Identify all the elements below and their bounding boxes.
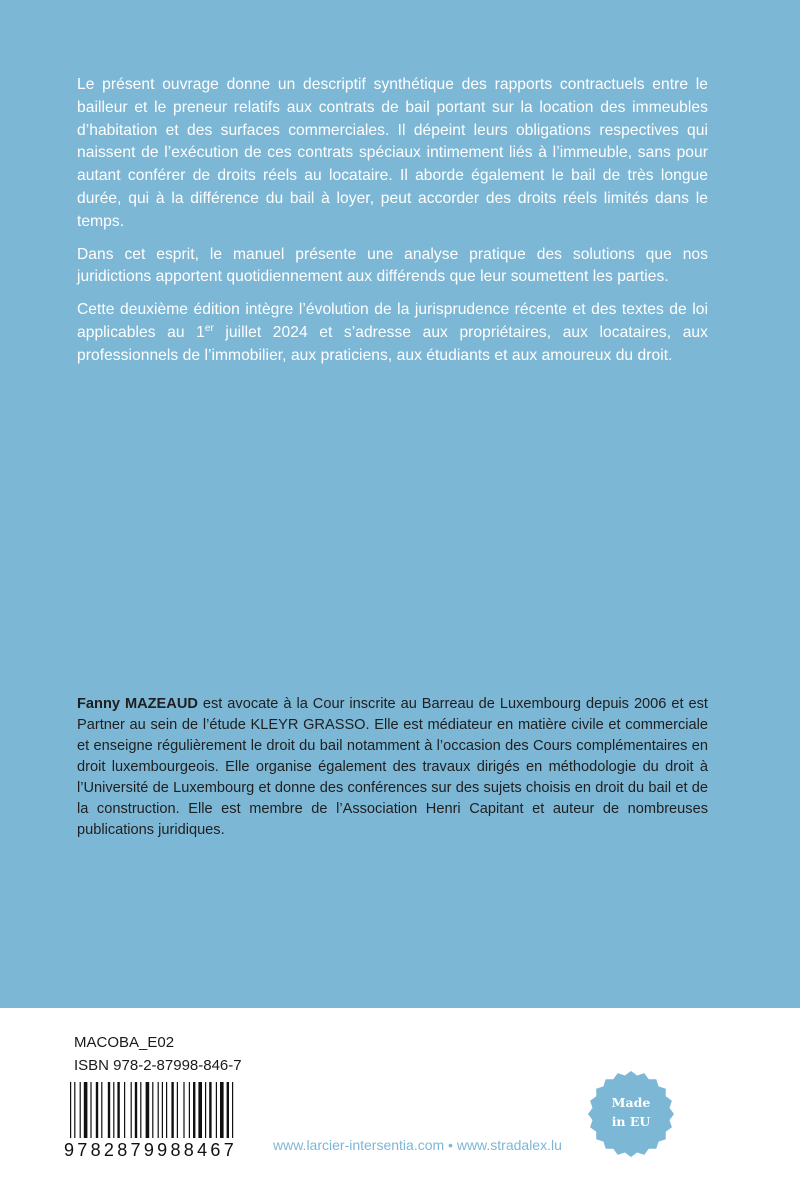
barcode-bar (96, 1082, 98, 1146)
barcode-bar (189, 1082, 190, 1146)
blurb-text (77, 74, 708, 378)
blurb-paragraph-3-start: Cette deuxième édition intègre l’évolution de la jurisprudence récente et des textes de loi applicables au 1 (77, 301, 708, 341)
made-in-eu-label (587, 1093, 675, 1131)
blurb-paragraph-3 (77, 299, 708, 367)
barcode-bar (220, 1082, 224, 1146)
blurb-paragraph-2: Dans cet esprit, le manuel présente une analyse pratique des solutions que nos juridictions apportent quotidiennement aux différends que leur soumettent les parties. (77, 245, 708, 286)
ordinal-superscript: er (204, 322, 214, 334)
barcode-bar (227, 1082, 229, 1146)
barcode-bar (146, 1082, 150, 1146)
barcode-bar (177, 1082, 178, 1146)
publisher-websites: www.larcier-intersentia.com • www.stradalex.lu (273, 1137, 562, 1153)
barcode-bar (80, 1082, 81, 1146)
barcode-bar (152, 1082, 153, 1146)
author-bio-text: est avocate à la Cour inscrite au Barreau de Luxembourg depuis 2006 et est Partner au sein de l’étude KLEYR GRASSO. Elle est médiateur en matière civile et commerciale et enseigne régulièrement le droit du bail notamment à l’occasion des Cours complémentaires en droit luxembourgeois. Elle organise également des travaux dirigés en méthodologie du droit à l’Université de Luxembourg et donne des conférences sur des sujets choisis en droit du bail et de la construction. Elle est membre de l’Association Henri Capitant et auteur de nombreuses publications juridiques. (77, 696, 708, 838)
author-paragraph (77, 694, 708, 841)
barcode-bar (124, 1082, 125, 1146)
barcode-bar (205, 1082, 206, 1146)
product-code: MACOBA_E02 (74, 1034, 175, 1051)
barcode-bar (140, 1082, 141, 1146)
blurb-paragraph-1: Le présent ouvrage donne un descriptif synthétique des rapports contractuels entre le bailleur et le preneur relatifs aux contrats de bail portant sur la location des immeubles d’habitation et des surfaces commerciales. Il dépeint leurs obligations respectives qui naissent de l’exécution de ces contrats spéciaux intimement liés à l’immeuble, sans pour autant conférer de droits réels au locataire. Il aborde également le bail de très longue durée, qui à la différence du bail à loyer, peut accorder des droits réels limités dans le temps. (77, 76, 708, 230)
barcode-bar (84, 1082, 88, 1146)
barcode-bar (171, 1082, 173, 1146)
barcode-bar (183, 1082, 184, 1146)
author-bio (77, 694, 708, 841)
barcode-bar (162, 1082, 163, 1146)
blurb-paragraph-3-end: juillet 2024 et s’adresse aux propriétaires, aux locataires, aux professionnels de l’immobilier, aux praticiens, aux étudiants et aux amoureux du droit. (77, 323, 708, 364)
barcode-bar (135, 1082, 137, 1146)
barcode-bar (193, 1082, 195, 1146)
barcode-bar (216, 1082, 217, 1146)
barcode-bar (108, 1082, 110, 1146)
barcode-digits: 9782879988467 (64, 1138, 244, 1162)
barcode-bar (209, 1082, 211, 1146)
isbn-number: ISBN 978-2-87998-846-7 (74, 1057, 242, 1074)
barcode-bar (117, 1082, 119, 1146)
author-name: Fanny MAZEAUD (77, 696, 198, 712)
barcode-bar (101, 1082, 102, 1146)
barcode-bar (131, 1082, 132, 1146)
barcode-bar (90, 1082, 91, 1146)
barcode-bar (158, 1082, 159, 1146)
badge-line-made: Made (611, 1095, 651, 1110)
barcode-bar (113, 1082, 114, 1146)
barcode-bar (198, 1082, 202, 1146)
badge-line-in-eu: in EU (611, 1114, 651, 1129)
barcode-bar (232, 1082, 233, 1146)
